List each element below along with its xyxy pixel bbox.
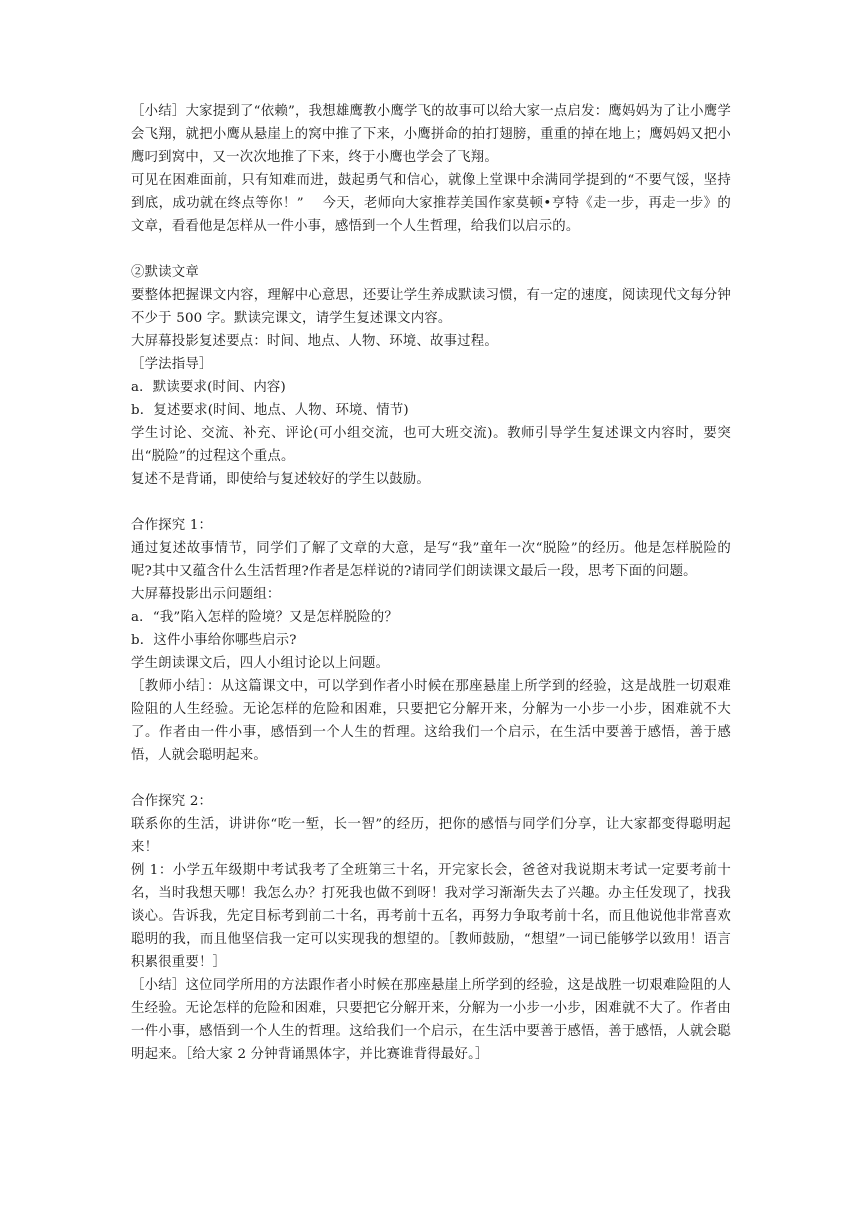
study-guide-item-a: a．默读要求(时间、内容) (131, 380, 286, 395)
retell-points: 大屏幕投影复述要点：时间、地点、人物、环境、故事过程。 (131, 334, 498, 349)
blank-line (131, 767, 731, 790)
example-1-paragraph: 例 1：小学五年级期中考试我考了全班第三十名，开完家长会，爸爸对我说期末考试一定要考前十名，当时我想天哪！我怎么办？打死我也做不到呀！我对学习渐渐失去了兴趣。办主任发现了，找我谈心。告诉我，先定目标考到前二十名，再考前十五名，再努力争取考前十名，而且他说他非常喜欢聪明的我，而且他坚信我一定可以实现我的想望的。［教师鼓励，“想望”一词已能够学以致用！语言积累很重要！］ (131, 863, 731, 970)
group-discussion-note: 学生朗读课文后，四人小组讨论以上问题。 (131, 656, 390, 671)
section-heading-silent-reading: ②默读文章 (131, 265, 199, 280)
inquiry-1-heading: 合作探究 1： (131, 518, 213, 533)
teacher-summary-paragraph: ［教师小结］：从这篇课文中，可以学到作者小时候在那座悬崖上所学到的经验，这是战胜一切艰难险阻的人生经验。无论怎样的危险和困难，只要把它分解开来，分解为一小步一小步，困难就不大了。作者由一件小事，感悟到一个人生的哲理。这给我们一个启示，在生活中要善于感悟，善于感悟，人就会聪明起来。 (131, 679, 731, 763)
retell-note: 复述不是背诵，即使给与复述较好的学生以鼓励。 (131, 472, 430, 487)
inquiry-2-prompt: 联系你的生活，讲讲你“吃一堑，长一智”的经历，把你的感悟与同学们分享，让大家都变得聪明起来！ (131, 817, 731, 855)
document-page (131, 100, 731, 1066)
study-guide-heading: ［学法指导］ (131, 357, 213, 372)
blank-line (131, 238, 731, 261)
discussion-paragraph: 学生讨论、交流、补充、评论(可小组交流，也可大班交流)。教师引导学生复述课文内容时，要突出“脱险”的过程这个重点。 (131, 426, 731, 464)
question-group-heading: 大屏幕投影出示问题组： (131, 587, 281, 602)
summary-eagle-paragraph: ［小结］大家提到了“依赖”，我想雄鹰教小鹰学飞的故事可以给大家一点启发：鹰妈妈为了让小鹰学会飞翔，就把小鹰从悬崖上的窝中推了下来，小鹰拼命的拍打翅膀，重重的掉在地上；鹰妈妈又把小鹰叼到窝中，又一次次地推了下来，终于小鹰也学会了飞翔。 (131, 104, 731, 165)
question-a: a．“我”陷入怎样的险境？又是怎样脱险的？ (131, 610, 398, 625)
courage-intro-paragraph: 可见在困难面前，只有知难而进，鼓起勇气和信心，就像上堂课中余满同学提到的“不要气馁，坚持到底，成功就在终点等你！” 今天，老师向大家推荐美国作家莫顿•亨特《走一步，再走一步》的文章，看看他是怎样从一件小事，感悟到一个人生哲理，给我们以启示的。 (131, 173, 731, 234)
inquiry-1-intro: 通过复述故事情节，同学们了解了文章的大意，是写“我”童年一次“脱险”的经历。他是怎样脱险的呢?其中又蕴含什么生活哲理?作者是怎样说的?请同学们朗读课文最后一段，思考下面的问题。 (131, 541, 731, 579)
blank-line (131, 491, 731, 514)
inquiry-2-heading: 合作探究 2： (131, 794, 213, 809)
study-guide-item-b: b．复述要求(时间、地点、人物、环境、情节) (131, 403, 409, 418)
final-summary-paragraph: ［小结］这位同学所用的方法跟作者小时候在那座悬崖上所学到的经验，这是战胜一切艰难险阻的人生经验。无论怎样的危险和困难，只要把它分解开来，分解为一小步一小步，困难就不大了。作者由一件小事，感悟到一个人生的哲理。这给我们一个启示，在生活中要善于感悟，善于感悟，人就会聪明起来。［给大家 2 分钟背诵黑体字，并比赛谁背得最好。］ (131, 978, 731, 1062)
question-b: b．这件小事给你哪些启示? (131, 633, 297, 648)
silent-reading-requirements: 要整体把握课文内容，理解中心意思，还要让学生养成默读习惯，有一定的速度，阅读现代文每分钟不少于 500 字。默读完课文，请学生复述课文内容。 (131, 288, 731, 326)
